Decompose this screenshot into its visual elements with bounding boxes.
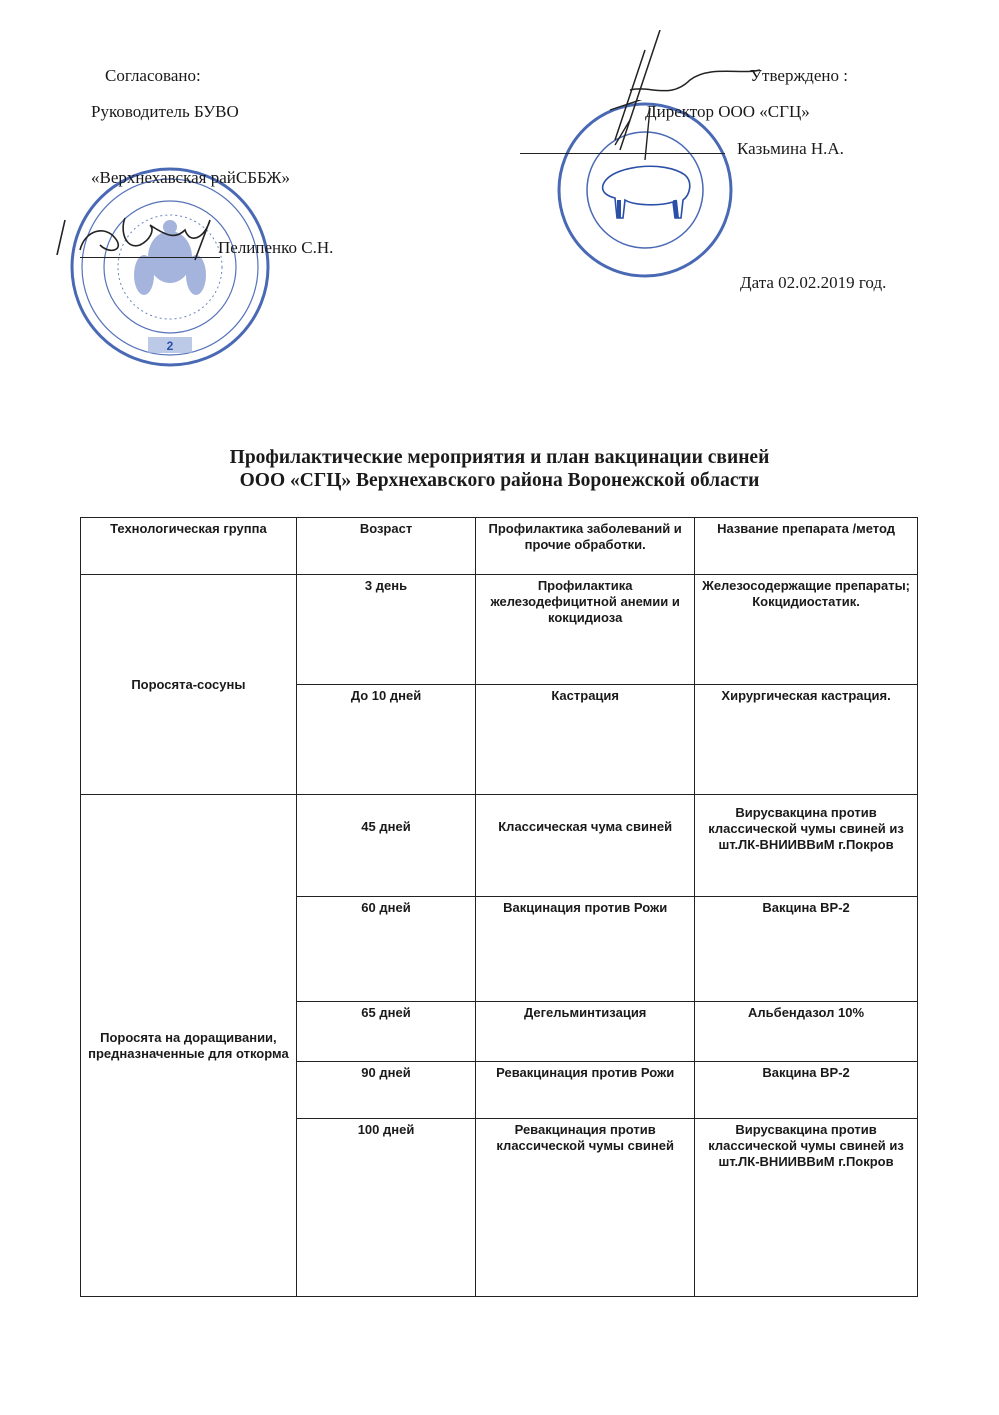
right-signature-line [520,153,725,154]
right-signatory: Казьмина Н.А. [737,139,844,158]
measure-cell: Вакцинация против Рожи [476,897,695,1002]
age-cell: 60 дней [296,897,475,1002]
age-cell: 45 дней [296,795,475,897]
measure-cell: Дегельминтизация [476,1002,695,1062]
age-cell: До 10 дней [296,685,475,795]
header-preparation: Название препарата /метод [695,518,918,575]
age-cell: 65 дней [296,1002,475,1062]
left-signature-line [80,257,220,258]
header-group: Технологическая группа [81,518,297,575]
header-measure: Профилактика заболеваний и прочие обработки. [476,518,695,575]
document-date: Дата 02.02.2019 год. [740,273,887,292]
document-title [0,446,999,492]
left-organization: «Верхнехавская райСББЖ» [91,168,291,187]
header-age: Возраст [296,518,475,575]
age-cell: 3 день [296,575,475,685]
measure-cell: Классическая чума свиней [476,795,695,897]
group-cell: Поросята-сосуны [81,575,297,795]
title-line-2: ООО «СГЦ» Верхнехавского района Воронежской области [239,470,760,491]
measure-cell: Ревакцинация против классической чумы свиней [476,1119,695,1297]
table-header-row [81,518,918,575]
left-signature [55,200,255,270]
preparation-cell: Альбендазол 10% [695,1002,918,1062]
preparation-cell: Вирусвакцина против классической чумы свиней из шт.ЛК-ВНИИВВиМ г.Покров [695,795,918,897]
group-cell: Поросята на доращивании, предназначенные для откорма [81,795,297,1297]
age-cell: 100 дней [296,1119,475,1297]
table-row [81,795,918,897]
left-position: Руководитель БУВО [91,102,239,121]
preparation-cell: Вакцина ВР-2 [695,897,918,1002]
left-stamp-number: 2 [166,339,174,353]
measure-cell: Профилактика железодефицитной анемии и кокцидиоза [476,575,695,685]
measure-cell: Кастрация [476,685,695,795]
agreed-label: Согласовано: [105,66,201,85]
preparation-cell: Вирусвакцина против классической чумы свиней из шт.ЛК-ВНИИВВиМ г.Покров [695,1119,918,1297]
vaccination-plan-table [80,517,918,1297]
table-row [81,575,918,685]
preparation-cell: Железосодержащие препараты; Кокцидиостатик. [695,575,918,685]
age-cell: 90 дней [296,1062,475,1119]
preparation-cell: Хирургическая кастрация. [695,685,918,795]
preparation-cell: Вакцина ВР-2 [695,1062,918,1119]
approved-label: Утверждено : [750,66,848,85]
measure-cell: Ревакцинация против Рожи [476,1062,695,1119]
left-signatory: Пелипенко С.Н. [218,238,334,257]
title-line-1: Профилактические мероприятия и план вакцинации свиней [229,447,770,468]
right-position: Директор ООО «СГЦ» [645,102,810,121]
